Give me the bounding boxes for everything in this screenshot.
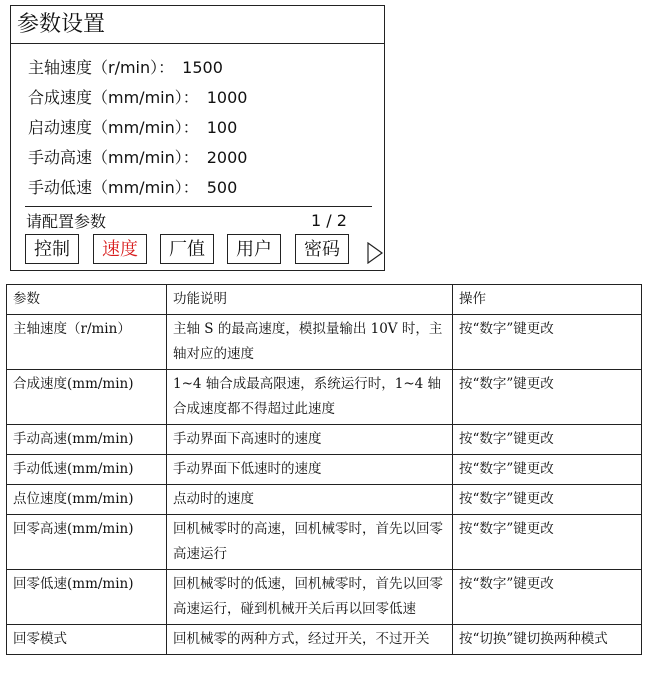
param-row[interactable] xyxy=(28,143,247,173)
param-row[interactable] xyxy=(28,113,247,143)
table-row xyxy=(7,625,642,655)
param-cell: 手动高速(mm/min) xyxy=(7,425,167,455)
table-row xyxy=(7,425,642,455)
param-cell: 回零低速(mm/min) xyxy=(7,570,167,625)
divider xyxy=(25,206,372,207)
param-row[interactable] xyxy=(28,173,247,203)
table-row xyxy=(7,485,642,515)
desc-cell: 回机械零的两种方式，经过开关，不过开关 xyxy=(167,625,453,655)
param-cell: 主轴速度（r/min） xyxy=(7,315,167,370)
op-cell: 按“数字”键更改 xyxy=(453,455,642,485)
desc-cell: 1~4 轴合成最高限速，系统运行时，1~4 轴合成速度都不得超过此速度 xyxy=(167,370,453,425)
param-list xyxy=(28,53,247,203)
parameter-table xyxy=(6,284,642,655)
param-value[interactable]: 1500 xyxy=(182,58,223,77)
screen-title: 参数设置 xyxy=(11,6,384,44)
softkey-factory[interactable]: 厂值 xyxy=(160,234,214,264)
page-indicator: 1 / 2 xyxy=(311,211,347,230)
op-cell: 按“数字”键更改 xyxy=(453,370,642,425)
table-row xyxy=(7,570,642,625)
table-row xyxy=(7,315,642,370)
param-value[interactable]: 100 xyxy=(206,118,238,137)
lcd-screen xyxy=(10,5,385,271)
desc-cell: 手动界面下低速时的速度 xyxy=(167,455,453,485)
softkey-user[interactable]: 用户 xyxy=(227,234,281,264)
desc-cell: 手动界面下高速时的速度 xyxy=(167,425,453,455)
desc-cell: 主轴 S 的最高速度，模拟量输出 10V 时，主轴对应的速度 xyxy=(167,315,453,370)
op-cell: 按“数字”键更改 xyxy=(453,315,642,370)
desc-cell: 回机械零时的高速，回机械零时，首先以回零高速运行 xyxy=(167,515,453,570)
column-header: 功能说明 xyxy=(167,285,453,315)
desc-cell: 点动时的速度 xyxy=(167,485,453,515)
softkey-control[interactable]: 控制 xyxy=(25,234,79,264)
param-cell: 点位速度(mm/min) xyxy=(7,485,167,515)
status-message: 请配置参数 xyxy=(26,212,107,231)
param-cell: 合成速度(mm/min) xyxy=(7,370,167,425)
param-value[interactable]: 500 xyxy=(206,178,238,197)
param-label: 主轴速度（r/min）： xyxy=(28,58,175,77)
next-page-triangle-icon[interactable] xyxy=(367,242,383,264)
op-cell: 按“数字”键更改 xyxy=(453,425,642,455)
param-value[interactable]: 2000 xyxy=(206,148,248,167)
param-cell: 回零模式 xyxy=(7,625,167,655)
op-cell: 按“数字”键更改 xyxy=(453,515,642,570)
op-cell: 按“切换”键切换两种模式 xyxy=(453,625,642,655)
op-cell: 按“数字”键更改 xyxy=(453,570,642,625)
param-cell: 回零高速(mm/min) xyxy=(7,515,167,570)
column-header: 操作 xyxy=(453,285,642,315)
table-row xyxy=(7,370,642,425)
param-label: 手动高速（mm/min）： xyxy=(28,148,199,167)
param-row[interactable] xyxy=(28,53,247,83)
column-header: 参数 xyxy=(7,285,167,315)
param-label: 启动速度（mm/min）： xyxy=(28,118,199,137)
softkey-password[interactable]: 密码 xyxy=(295,234,349,264)
softkey-speed[interactable]: 速度 xyxy=(93,234,147,264)
param-value[interactable]: 1000 xyxy=(206,88,248,107)
param-cell: 手动低速(mm/min) xyxy=(7,455,167,485)
op-cell: 按“数字”键更改 xyxy=(453,485,642,515)
param-label: 合成速度（mm/min）： xyxy=(28,88,199,107)
table-header-row xyxy=(7,285,642,315)
table-row xyxy=(7,515,642,570)
param-row[interactable] xyxy=(28,83,247,113)
desc-cell: 回机械零时的低速，回机械零时，首先以回零高速运行，碰到机械开关后再以回零低速 xyxy=(167,570,453,625)
table-row xyxy=(7,455,642,485)
param-label: 手动低速（mm/min）： xyxy=(28,178,199,197)
